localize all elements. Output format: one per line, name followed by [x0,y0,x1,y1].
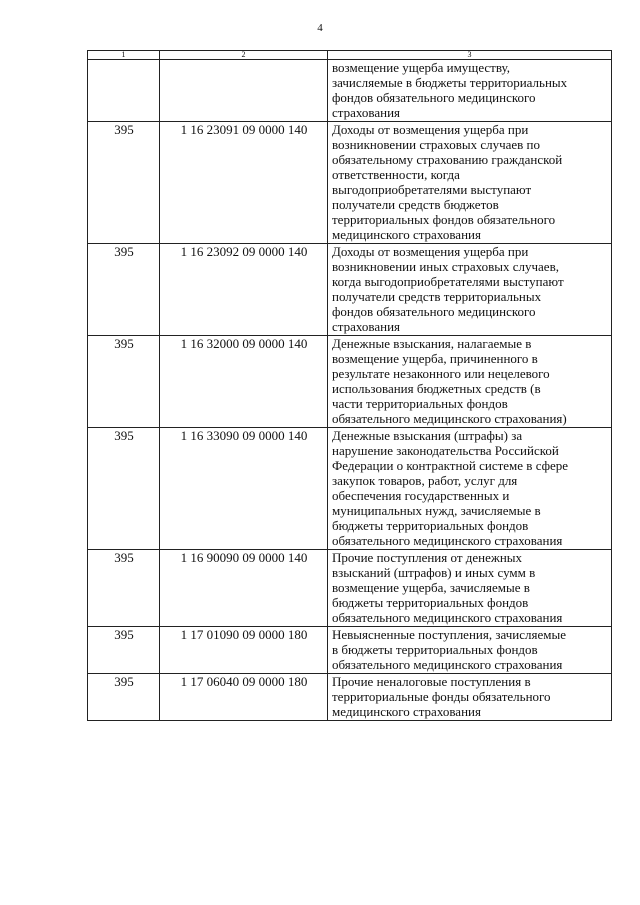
admin-code-cell [88,60,160,122]
revenue-name-cell: возмещение ущерба имуществу, зачисляемые в бюджеты территориальных фондов обязательного медицинского страхования [328,60,612,122]
admin-code-cell: 395 [88,550,160,627]
table-row [88,122,612,244]
admin-code-cell: 395 [88,674,160,721]
column-header-2: 2 [160,51,328,60]
budget-code-cell: 1 17 06040 09 0000 180 [160,674,328,721]
revenue-name-cell: Доходы от возмещения ущерба при возникновении страховых случаев по обязательному страхованию гражданской ответственности, когда выгодоприобретателями выступают получатели средств бюджетов территориальных фондов обязательного медицинского страхования [328,122,612,244]
table-row [88,674,612,721]
budget-code-cell: 1 16 32000 09 0000 140 [160,336,328,428]
revenue-name-cell: Доходы от возмещения ущерба при возникновении иных страховых случаев, когда выгодоприобретателями выступают получатели средств территориальных фондов обязательного медицинского страхования [328,244,612,336]
budget-code-cell: 1 16 90090 09 0000 140 [160,550,328,627]
table-row [88,244,612,336]
table-row [88,428,612,550]
column-header-3: 3 [328,51,612,60]
table-row [88,336,612,428]
table-row [88,550,612,627]
revenue-name-cell: Прочие неналоговые поступления в территориальные фонды обязательного медицинского страхования [328,674,612,721]
admin-code-cell: 395 [88,122,160,244]
revenue-codes-table [87,50,612,721]
column-header-1: 1 [88,51,160,60]
budget-code-cell: 1 16 23092 09 0000 140 [160,244,328,336]
revenue-name-cell: Денежные взыскания (штрафы) за нарушение законодательства Российской Федерации о контрактной системе в сфере закупок товаров, работ, услуг для обеспечения государственных и муниципальных нужд, зачисляемые в бюджеты территориальных фондов обязательного медицинского страхования [328,428,612,550]
admin-code-cell: 395 [88,627,160,674]
admin-code-cell: 395 [88,336,160,428]
budget-code-cell [160,60,328,122]
admin-code-cell: 395 [88,428,160,550]
table-row-continuation [88,60,612,122]
revenue-name-cell: Невыясненные поступления, зачисляемые в бюджеты территориальных фондов обязательного медицинского страхования [328,627,612,674]
admin-code-cell: 395 [88,244,160,336]
table-header-row [88,51,612,60]
revenue-name-cell: Денежные взыскания, налагаемые в возмещение ущерба, причиненного в результате незаконного или нецелевого использования бюджетных средств (в части территориальных фондов обязательного медицинского страхования) [328,336,612,428]
budget-code-cell: 1 16 23091 09 0000 140 [160,122,328,244]
table-row [88,627,612,674]
budget-code-cell: 1 17 01090 09 0000 180 [160,627,328,674]
page-number: 4 [317,22,323,34]
budget-code-cell: 1 16 33090 09 0000 140 [160,428,328,550]
revenue-name-cell: Прочие поступления от денежных взысканий (штрафов) и иных сумм в возмещение ущерба, зачисляемые в бюджеты территориальных фондов обязательного медицинского страхования [328,550,612,627]
